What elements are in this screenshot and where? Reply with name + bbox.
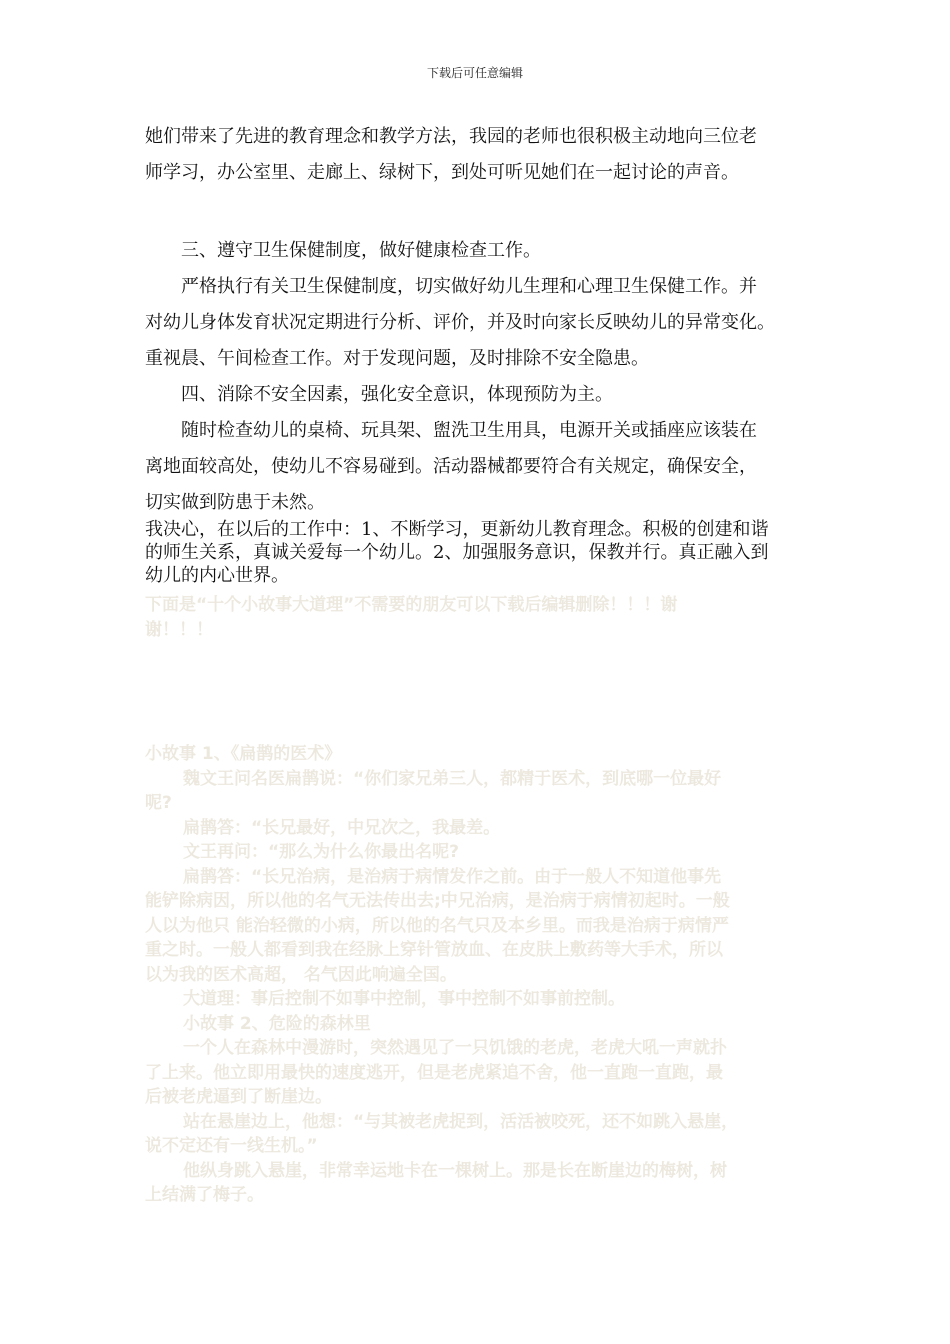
story-line: 站在悬崖边上，他想：“与其被老虎捉到，活活被咬死，还不如跳入悬崖， (183, 1111, 739, 1132)
story-line: 了上来。他立即用最快的速度逃开，但是老虎紧追不舍，他一直跑一直跑，最 (145, 1062, 723, 1083)
page-header: 下载后可任意编辑 (426, 66, 523, 80)
story-line: 一个人在森林中漫游时，突然遇见了一只饥饿的老虎，老虎大吼一声就扑 (183, 1038, 727, 1058)
paragraph-line: 重视晨、午间检查工作。对于发现问题，及时排除不安全隐患。 (145, 348, 649, 369)
story-line: 魏文王问名医扁鹊说：“你们家兄弟三人，都精于医术，到底哪一位最好 (183, 768, 722, 789)
story-line: 说不定还有一线生机。” (145, 1136, 318, 1156)
story-line: 扁鹊答：“长兄最好，中兄次之，我最差。 (183, 817, 501, 838)
story-line: 能铲除病因，所以他的名气无法传出去;中兄治病，是治病于病情初起时。一般 (145, 891, 730, 911)
story-line: 上结满了梅子。 (145, 1185, 264, 1205)
story-moral: 大道理：事后控制不如事中控制，事中控制不如事前控制。 (183, 989, 625, 1009)
story-title: 小故事 1、《扁鹊的医术》 (145, 744, 342, 764)
paragraph-line: 随时检查幼儿的桌椅、玩具架、盥洗卫生用具，电源开关或插座应该装在 (181, 420, 757, 441)
paragraph-line: 的师生关系，真诚关爱每一个幼儿。2、加强服务意识，保教并行。真正融入到 (145, 542, 769, 563)
story-line: 呢? (145, 793, 172, 813)
notice-line: 谢！！！ (145, 619, 213, 640)
section-heading: 四、消除不安全因素，强化安全意识，体现预防为主。 (181, 384, 613, 405)
paragraph-line: 切实做到防患于未然。 (145, 492, 325, 513)
section-heading: 三、遵守卫生保健制度，做好健康检查工作。 (181, 240, 541, 261)
paragraph-line: 师学习，办公室里、走廊上、绿树下，到处可听见她们在一起讨论的声音。 (145, 162, 739, 183)
paragraph-line: 她们带来了先进的教育理念和教学方法，我园的老师也很积极主动地向三位老 (145, 126, 757, 147)
story-line: 以为我的医术高超， 名气因此响遍全国。 (145, 964, 457, 985)
resolution-paragraph (145, 518, 825, 587)
paragraph-line: 我决心，在以后的工作中：1、不断学习，更新幼儿教育理念。积极的创建和谐 (145, 519, 769, 540)
appendix-stories (145, 742, 825, 1208)
story-line: 扁鹊答：“长兄治病，是治病于病情发作之前。由于一般人不知道他事先 (183, 866, 722, 887)
notice-line: 下面是“十个小故事大道理”不需要的朋友可以下载后编辑删除！！！谢 (145, 595, 678, 615)
story-line: 文王再问：“那么为什么你最出名呢? (183, 842, 460, 862)
story-line: 人以为他只 能治轻微的小病，所以他的名气只及本乡里。而我是治病于病情严 (145, 915, 729, 936)
paragraph-line: 严格执行有关卫生保健制度，切实做好幼儿生理和心理卫生保健工作。并 (181, 276, 757, 297)
appendix-notice (145, 593, 825, 642)
main-body (145, 119, 825, 521)
story-title: 小故事 2、危险的森林里 (183, 1013, 371, 1034)
paragraph-line: 对幼儿身体发育状况定期进行分析、评价，并及时向家长反映幼儿的异常变化。 (145, 312, 775, 333)
story-line: 他纵身跳入悬崖，非常幸运地卡在一棵树上。那是长在断崖边的梅树，树 (183, 1160, 727, 1181)
paragraph-line: 离地面较高处，使幼儿不容易碰到。活动器械都要符合有关规定，确保安全， (145, 456, 757, 477)
paragraph-line: 幼儿的内心世界。 (145, 565, 289, 586)
story-line: 后被老虎逼到了断崖边。 (145, 1087, 332, 1107)
story-line: 重之时。一般人都看到我在经脉上穿针管放血、在皮肤上敷药等大手术，所以 (145, 940, 723, 960)
